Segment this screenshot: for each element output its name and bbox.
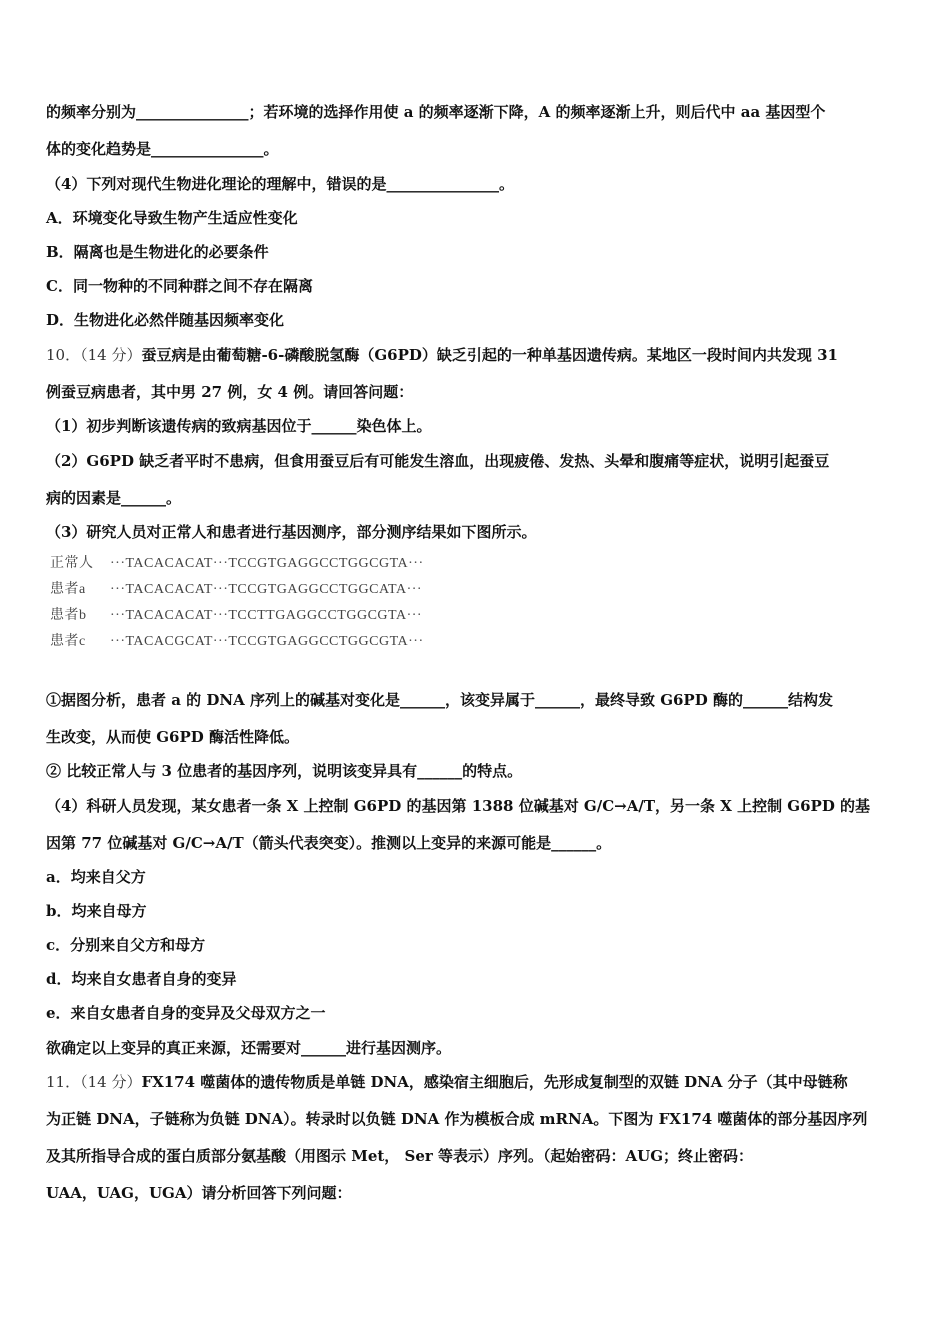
- text-line: 欲确定以上变异的真正来源，还需要对______进行基因测序。: [46, 1039, 452, 1057]
- option-item: c．分别来自父方和母方: [46, 936, 206, 954]
- question-10-intro: [46, 345, 838, 365]
- text-line: 体的变化趋势是_______________。: [46, 140, 279, 158]
- option-a: A．环境变化导致生物产生适应性变化: [46, 209, 298, 227]
- text-line: （4）下列对现代生物进化理论的理解中，错误的是_______________。: [46, 175, 514, 193]
- option-c: C．同一物种的不同种群之间不存在隔离: [46, 277, 313, 295]
- option-d: D．生物进化必然伴随基因频率变化: [46, 311, 285, 329]
- text-line: 的频率分别为_______________；若环境的选择作用使 a 的频率逐渐下降，A 的频率逐渐上升，则后代中 aa 基因型个: [46, 103, 826, 121]
- text-line: 病的因素是______。: [46, 489, 182, 507]
- question-number: 10．（14 分）: [46, 346, 142, 364]
- text-line: 及其所指导合成的蛋白质部分氨基酸（用图示 Met， Ser 等表示）序列。（起始密码：AUG；终止密码：: [46, 1147, 754, 1165]
- sequence-label: 患者a: [50, 582, 86, 597]
- question-text: 蚕豆病是由葡萄糖-6-磷酸脱氢酶（G6PD）缺乏引起的一种单基因遗传病。某地区一段时间内共发现 31: [141, 346, 838, 364]
- text-line: （1）初步判断该遗传病的致病基因位于______染色体上。: [46, 417, 432, 435]
- question-number: 11．（14 分）: [46, 1073, 142, 1091]
- sequence-row: [50, 580, 422, 600]
- sequence-text: ···TACACACAT···TCCGTGAGGCCTGGCATA···: [110, 582, 423, 597]
- sequence-label: 患者b: [50, 608, 87, 623]
- option-b: B．隔离也是生物进化的必要条件: [46, 243, 269, 261]
- question-text: FX174 噬菌体的遗传物质是单链 DNA，感染宿主细胞后，先形成复制型的双链 DNA 分子（其中母链称: [141, 1073, 848, 1091]
- sequence-row: [50, 606, 422, 626]
- option-item: b．均来自母方: [46, 902, 147, 920]
- text-line: （2）G6PD 缺乏者平时不患病，但食用蚕豆后有可能发生溶血，出现疲倦、发热、头晕和腹痛等症状，说明引起蚕豆: [46, 452, 830, 470]
- option-item: a．均来自父方: [46, 868, 146, 886]
- sequence-label: 正常人: [50, 556, 94, 571]
- text-line: ② 比较正常人与 3 位患者的基因序列，说明该变异具有______的特点。: [46, 762, 523, 780]
- text-line: （4）科研人员发现，某女患者一条 X 上控制 G6PD 的基因第 1388 位碱基对 G/C→A/T，另一条 X 上控制 G6PD 的基: [46, 797, 871, 815]
- sequence-row: [50, 632, 424, 652]
- text-line: ①据图分析，患者 a 的 DNA 序列上的碱基对变化是______，该变异属于______，最终导致 G6PD 酶的______结构发: [46, 691, 833, 709]
- text-line: 因第 77 位碱基对 G/C→A/T（箭头代表突变）。推测以上变异的来源可能是______。: [46, 834, 612, 852]
- sequence-text: ···TACACACAT···TCCGTGAGGCCTGGCGTA···: [110, 556, 424, 571]
- text-line: 为正链 DNA，子链称为负链 DNA）。转录时以负链 DNA 作为模板合成 mRNA。下图为 FX174 噬菌体的部分基因序列: [46, 1110, 868, 1128]
- text-line: UAA，UAG，UGA）请分析回答下列问题：: [46, 1184, 352, 1202]
- option-item: e．来自女患者自身的变异及父母双方之一: [46, 1004, 326, 1022]
- question-11-intro: [46, 1072, 848, 1092]
- text-line: 例蚕豆病患者，其中男 27 例，女 4 例。请回答问题：: [46, 383, 414, 401]
- option-item: d．均来自女患者自身的变异: [46, 970, 237, 988]
- sequence-text: ···TACACGCAT···TCCGTGAGGCCTGGCGTA···: [110, 634, 424, 649]
- sequence-label: 患者c: [50, 634, 86, 649]
- sequence-text: ···TACACACAT···TCCTTGAGGCCTGGCGTA···: [110, 608, 423, 623]
- text-line: 生改变，从而使 G6PD 酶活性降低。: [46, 728, 299, 746]
- sequence-row: [50, 554, 424, 574]
- text-line: （3）研究人员对正常人和患者进行基因测序，部分测序结果如下图所示。: [46, 523, 537, 541]
